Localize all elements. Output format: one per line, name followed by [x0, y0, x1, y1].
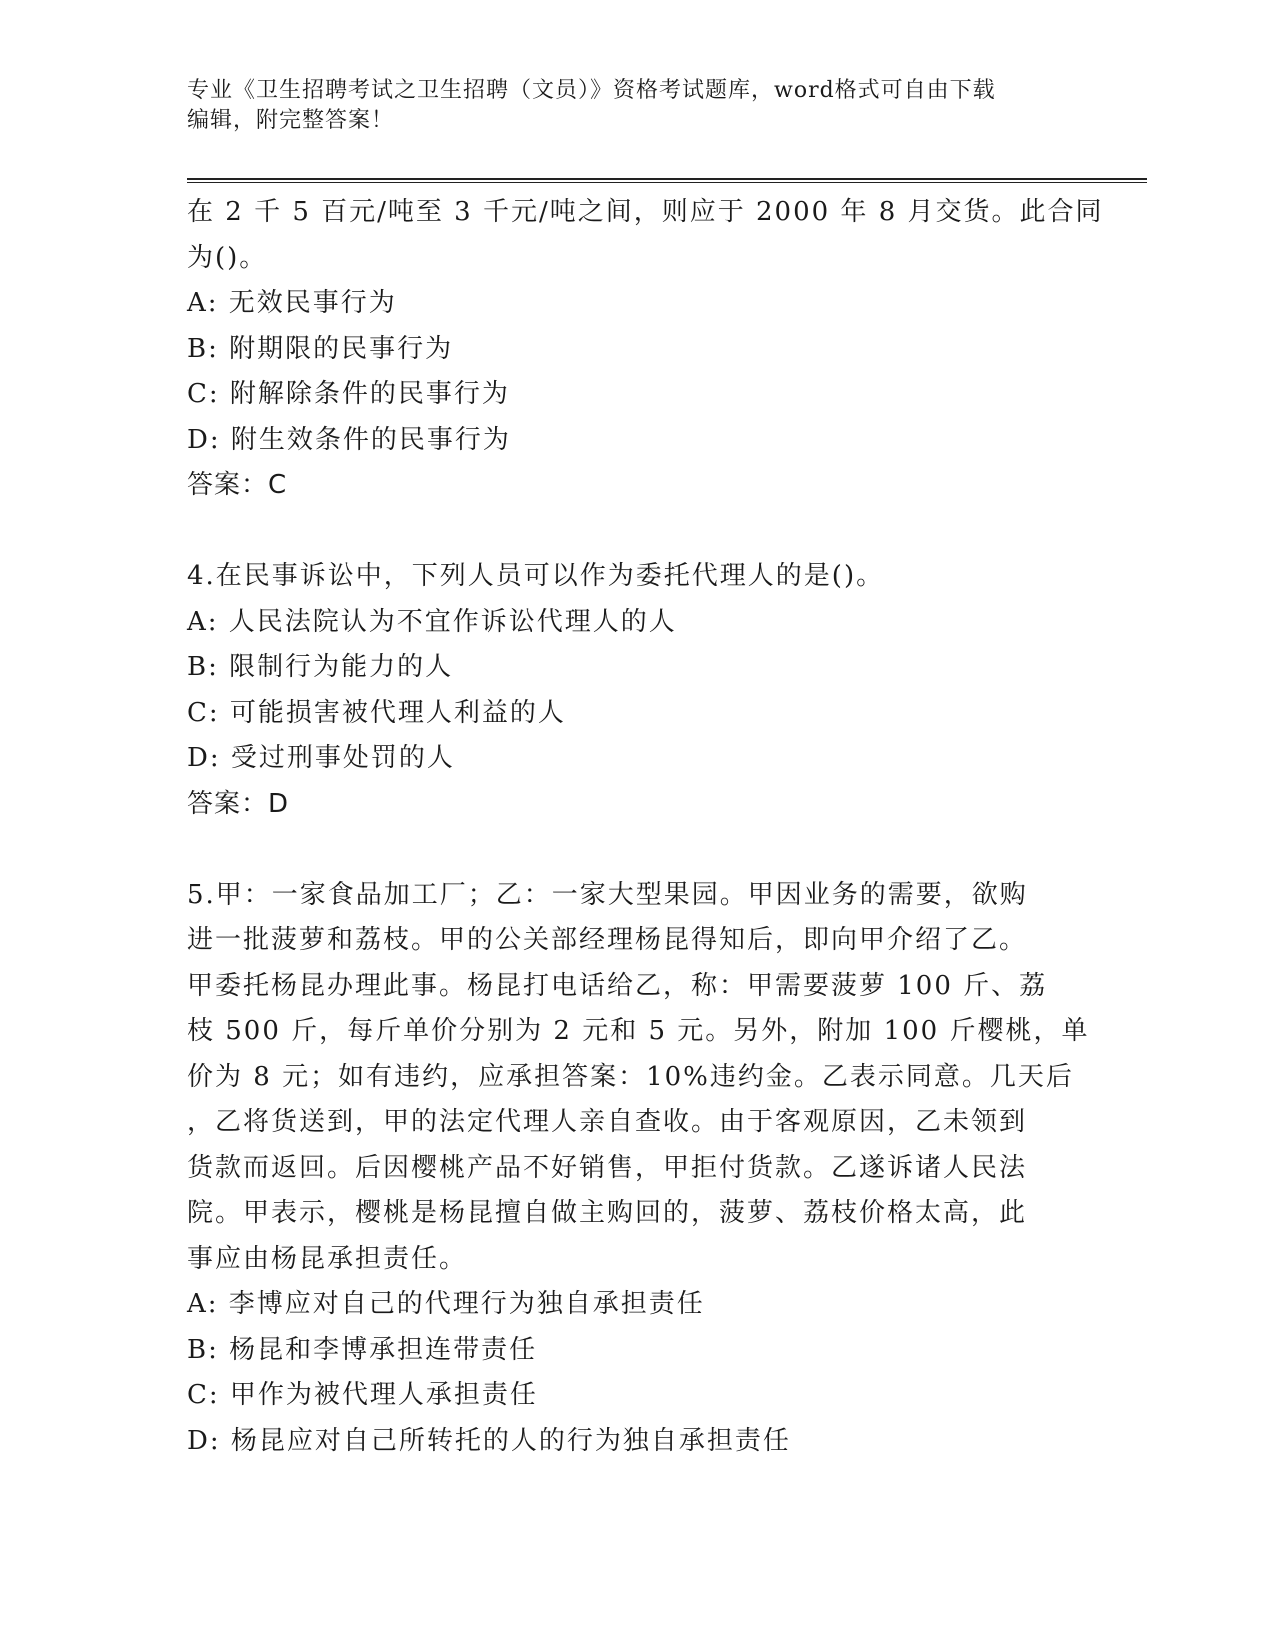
question-5-stem-line-8: 院。甲表示，樱桃是杨昆擅自做主购回的，菠萝、荔枝价格太高，此 [187, 1198, 1028, 1228]
question-3-option-a: A: 无效民事行为 [187, 288, 397, 318]
question-5-option-a: A: 李博应对自己的代理行为独自承担责任 [187, 1289, 705, 1319]
question-3-answer: 答案：C [187, 470, 288, 500]
question-5-stem-line-2: 进一批菠萝和荔枝。甲的公关部经理杨昆得知后，即向甲介绍了乙。 [187, 925, 1028, 955]
question-5 [187, 873, 1090, 1465]
question-4 [187, 554, 1087, 827]
header-title-line-1: 专业《卫生招聘考试之卫生招聘（文员）》资格考试题库，word格式可自由下载 [187, 78, 996, 103]
header-divider-thick [187, 178, 1147, 180]
question-spacer [187, 827, 1087, 873]
question-3-option-b: B: 附期限的民事行为 [187, 333, 454, 364]
question-3 [187, 190, 1104, 509]
question-5-stem-line-1: 5.甲：一家食品加工厂；乙：一家大型果园。甲因业务的需要，欲购 [187, 879, 1028, 910]
question-4-stem: 4.在民事诉讼中，下列人员可以作为委托代理人的是()。 [187, 561, 885, 591]
question-3-stem-line-2: 为()。 [187, 242, 268, 273]
question-content [187, 190, 1104, 1464]
header-divider-thin [187, 182, 1147, 183]
header-title-line-2: 编辑，附完整答案！ [187, 108, 395, 133]
question-4-option-a: A: 人民法院认为不宜作诉讼代理人的人 [187, 606, 677, 637]
question-spacer [187, 509, 1087, 555]
question-4-answer: 答案：D [187, 788, 290, 819]
question-5-stem-line-7: 货款而返回。后因樱桃产品不好销售，甲拒付货款。乙遂诉诸人民法 [187, 1152, 1028, 1183]
question-5-option-b: B: 杨昆和李博承担连带责任 [187, 1334, 538, 1365]
question-4-option-d: D: 受过刑事处罚的人 [187, 743, 455, 773]
question-5-option-c: C: 甲作为被代理人承担责任 [187, 1380, 538, 1410]
question-5-stem-line-5: 价为 8 元；如有违约，应承担答案：10%违约金。乙表示同意。几天后 [187, 1061, 1074, 1092]
question-4-option-c: C: 可能损害被代理人利益的人 [187, 697, 566, 728]
question-5-option-d: D: 杨昆应对自己所转托的人的行为独自承担责任 [187, 1425, 791, 1456]
question-5-stem-line-9: 事应由杨昆承担责任。 [187, 1243, 468, 1274]
question-5-stem-line-6: ，乙将货送到，甲的法定代理人亲自查收。由于客观原因，乙未领到 [187, 1107, 1028, 1137]
question-3-stem-line-1: 在 2 千 5 百元/吨至 3 千元/吨之间，则应于 2000 年 8 月交货。此合同 [187, 197, 1104, 227]
question-5-stem-line-3: 甲委托杨昆办理此事。杨昆打电话给乙，称：甲需要菠萝 100 斤、荔 [187, 970, 1048, 1001]
question-3-option-d: D: 附生效条件的民事行为 [187, 424, 511, 455]
question-4-option-b: B: 限制行为能力的人 [187, 652, 454, 682]
question-5-stem-line-4: 枝 500 斤，每斤单价分别为 2 元和 5 元。另外，附加 100 斤樱桃，单 [187, 1016, 1090, 1046]
document-header [187, 76, 1067, 136]
question-3-option-c: C: 附解除条件的民事行为 [187, 379, 510, 409]
